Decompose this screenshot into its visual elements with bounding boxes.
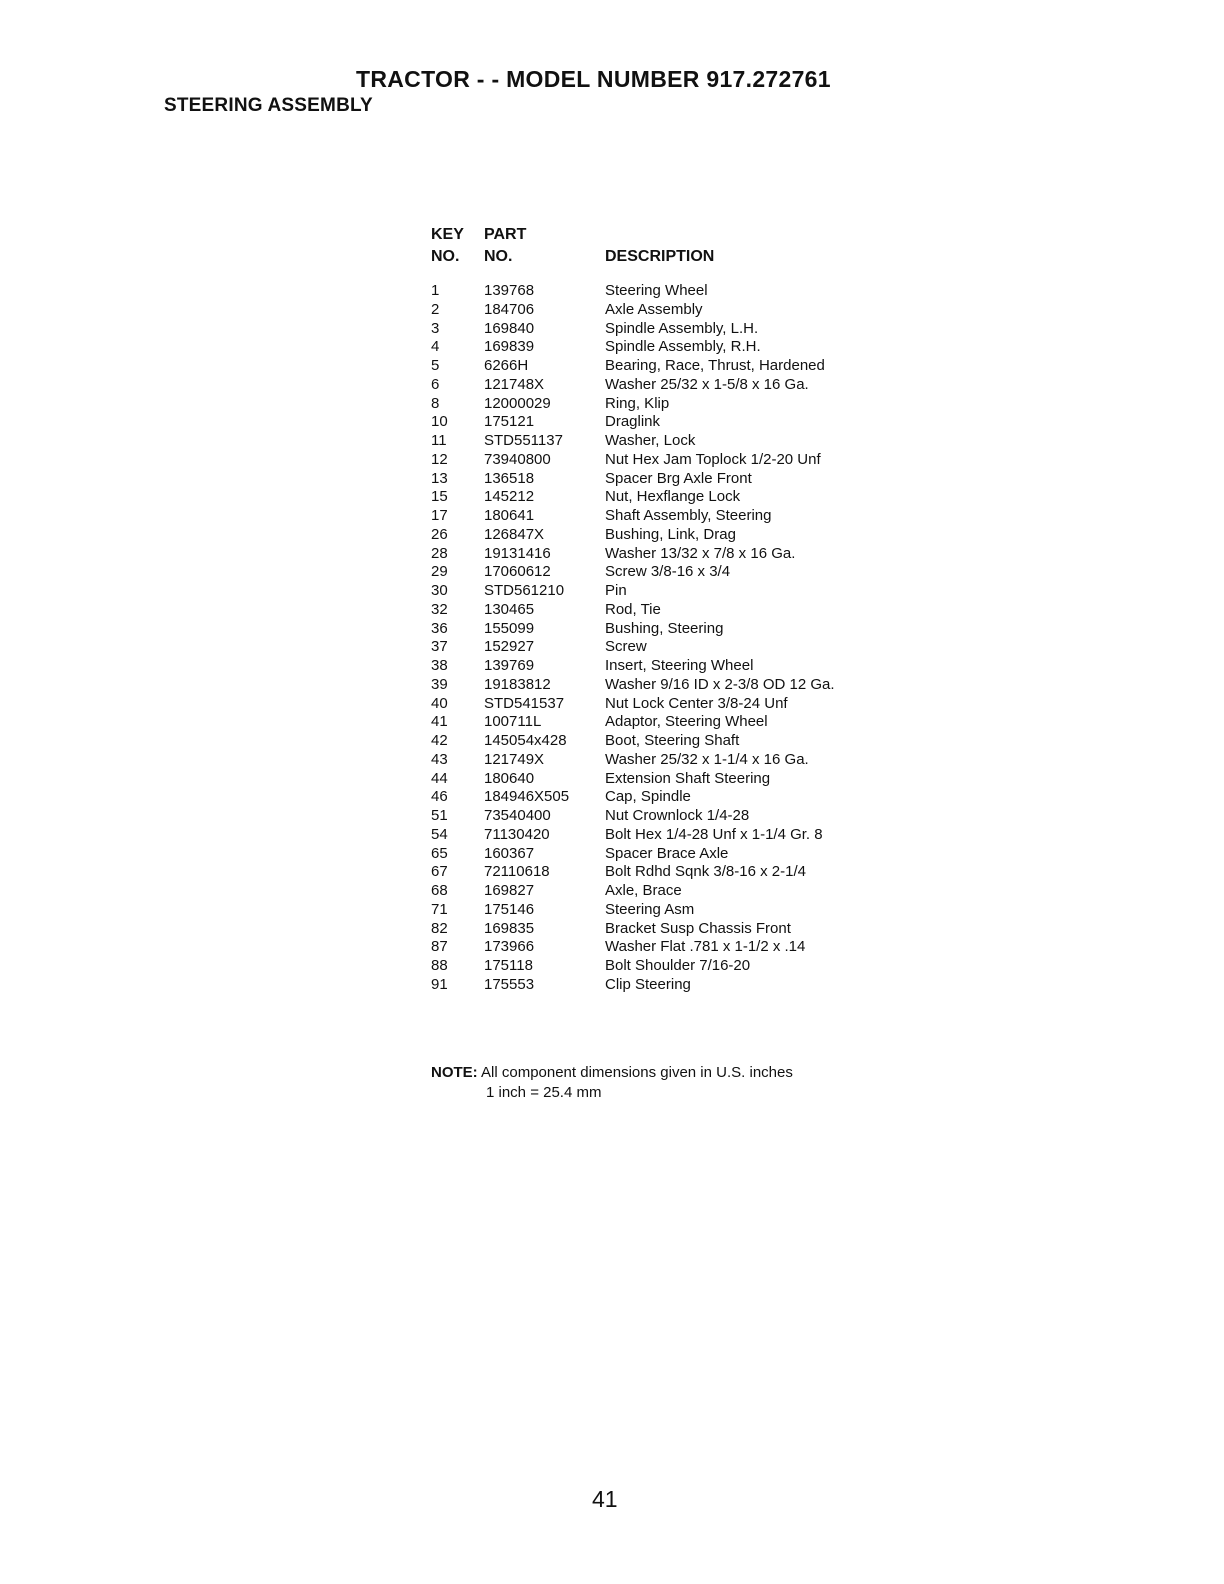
part-no-cell: 126847X bbox=[484, 525, 545, 543]
key-no-cell: 6 bbox=[431, 375, 440, 393]
key-no-cell: 10 bbox=[431, 413, 448, 431]
table-row bbox=[431, 957, 901, 976]
key-no-cell: 54 bbox=[431, 825, 448, 843]
table-row bbox=[431, 320, 901, 339]
table-row bbox=[431, 845, 901, 864]
table-row bbox=[431, 676, 901, 695]
key-no-cell: 11 bbox=[431, 432, 447, 449]
part-no-cell: 19131416 bbox=[484, 544, 551, 562]
description-cell: Bushing, Steering bbox=[605, 619, 724, 637]
description-cell: Spacer Brace Axle bbox=[605, 844, 729, 862]
part-no-cell: 121748X bbox=[484, 375, 545, 393]
table-row bbox=[431, 488, 901, 507]
part-no-cell: 175146 bbox=[484, 900, 535, 918]
part-no-cell: 175118 bbox=[484, 957, 533, 974]
description-cell: Washer 25/32 x 1-1/4 x 16 Ga. bbox=[605, 750, 809, 768]
table-row bbox=[431, 545, 901, 564]
key-no-cell: 37 bbox=[431, 638, 448, 656]
part-no-cell: 152927 bbox=[484, 638, 535, 656]
table-row bbox=[431, 282, 901, 301]
description-cell: Washer Flat .781 x 1-1/2 x .14 bbox=[605, 938, 806, 956]
section-title: STEERING ASSEMBLY bbox=[164, 95, 373, 116]
part-no-cell: 136518 bbox=[484, 469, 535, 487]
key-no-cell: 65 bbox=[431, 844, 448, 862]
key-no-cell: 2 bbox=[431, 300, 440, 318]
table-row bbox=[431, 938, 901, 957]
key-no-cell: 41 bbox=[431, 713, 448, 731]
description-cell: Axle, Brace bbox=[605, 882, 682, 899]
key-no-cell: 13 bbox=[431, 469, 448, 487]
description-cell: Nut Crownlock 1/4-28 bbox=[605, 807, 750, 824]
part-no-cell: 155099 bbox=[484, 619, 535, 637]
part-no-cell: STD561210 bbox=[484, 582, 565, 599]
description-cell: Draglink bbox=[605, 413, 661, 431]
table-row bbox=[431, 432, 901, 451]
key-no-cell: 17 bbox=[431, 507, 448, 524]
description-cell: Nut Hex Jam Toplock 1/2-20 Unf bbox=[605, 450, 821, 468]
table-row bbox=[431, 338, 901, 357]
part-no-cell: 139768 bbox=[484, 282, 535, 299]
key-no-cell: 46 bbox=[431, 788, 448, 806]
key-no-cell: 82 bbox=[431, 919, 448, 937]
part-no-cell: 19183812 bbox=[484, 675, 551, 693]
key-no-cell: 68 bbox=[431, 882, 448, 899]
description-cell: Ring, Klip bbox=[605, 394, 670, 412]
part-no-cell: 72110618 bbox=[484, 863, 550, 881]
part-no-cell: 12000029 bbox=[484, 394, 551, 412]
part-no-cell: 71130420 bbox=[484, 825, 550, 843]
key-no-cell: 32 bbox=[431, 600, 448, 618]
key-no-cell: 71 bbox=[431, 900, 448, 918]
table-row bbox=[431, 507, 901, 526]
key-no-cell: 8 bbox=[431, 394, 440, 412]
key-no-cell: 39 bbox=[431, 675, 448, 693]
key-no-cell: 3 bbox=[431, 319, 440, 337]
table-row bbox=[431, 376, 901, 395]
part-no-cell: 100711L bbox=[484, 713, 542, 731]
key-no-cell: 12 bbox=[431, 450, 448, 468]
key-no-cell: 51 bbox=[431, 807, 448, 824]
table-row bbox=[431, 657, 901, 676]
description-cell: Axle Assembly bbox=[605, 300, 703, 318]
part-no-header-line1: PART bbox=[484, 226, 527, 243]
key-no-header-line1: KEY bbox=[431, 226, 464, 243]
note bbox=[431, 1063, 793, 1103]
description-cell: Spindle Assembly, L.H. bbox=[605, 319, 759, 337]
part-no-cell: 184946X505 bbox=[484, 788, 570, 806]
key-no-cell: 5 bbox=[431, 357, 440, 374]
table-row bbox=[431, 638, 901, 657]
description-cell: Shaft Assembly, Steering bbox=[605, 507, 772, 524]
part-no-cell: 169835 bbox=[484, 919, 535, 937]
key-no-cell: 26 bbox=[431, 525, 448, 543]
key-no-cell: 87 bbox=[431, 938, 448, 956]
part-no-cell: 139769 bbox=[484, 657, 535, 674]
key-no-header-line2: NO. bbox=[431, 248, 460, 265]
description-cell: Screw bbox=[605, 638, 647, 656]
table-row bbox=[431, 807, 901, 826]
table-row bbox=[431, 563, 901, 582]
key-no-cell: 43 bbox=[431, 750, 448, 768]
part-no-cell: 175553 bbox=[484, 975, 535, 993]
description-cell: Washer, Lock bbox=[605, 432, 696, 449]
description-cell: Pin bbox=[605, 582, 627, 599]
part-no-cell: 6266H bbox=[484, 357, 529, 374]
part-no-cell: 169839 bbox=[484, 338, 535, 356]
part-no-cell: 169840 bbox=[484, 319, 535, 337]
table-row bbox=[431, 620, 901, 639]
table-row bbox=[431, 582, 901, 601]
key-no-cell: 42 bbox=[431, 732, 448, 749]
description-cell: Bolt Rdhd Sqnk 3/8-16 x 2-1/4 bbox=[605, 863, 806, 881]
part-no-cell: 145054x428 bbox=[484, 732, 567, 749]
part-no-cell: 180640 bbox=[484, 769, 535, 787]
part-no-cell: 73540400 bbox=[484, 807, 551, 824]
part-no-cell: 184706 bbox=[484, 300, 535, 318]
key-no-cell: 67 bbox=[431, 863, 448, 881]
part-no-header-line2: NO. bbox=[484, 248, 513, 265]
note-label: NOTE: bbox=[431, 1064, 478, 1081]
page-title: TRACTOR - - MODEL NUMBER 917.272761 bbox=[356, 66, 831, 92]
part-no-cell: STD541537 bbox=[484, 694, 565, 712]
table-row bbox=[431, 713, 901, 732]
description-cell: Rod, Tie bbox=[605, 600, 661, 618]
key-no-cell: 15 bbox=[431, 488, 448, 506]
table-row bbox=[431, 901, 901, 920]
parts-list bbox=[431, 226, 901, 993]
part-no-cell: 169827 bbox=[484, 882, 535, 899]
key-no-cell: 30 bbox=[431, 582, 448, 599]
page-number: 41 bbox=[592, 1486, 618, 1512]
table-row bbox=[431, 395, 901, 414]
description-cell: Screw 3/8-16 x 3/4 bbox=[605, 563, 731, 581]
part-no-cell: 17060612 bbox=[484, 563, 551, 581]
key-no-cell: 28 bbox=[431, 544, 448, 562]
description-header: DESCRIPTION bbox=[605, 248, 715, 265]
description-cell: Washer 13/32 x 7/8 x 16 Ga. bbox=[605, 544, 796, 562]
table-row bbox=[431, 526, 901, 545]
description-cell: Bolt Hex 1/4-28 Unf x 1-1/4 Gr. 8 bbox=[605, 825, 823, 843]
key-no-cell: 29 bbox=[431, 563, 448, 581]
description-cell: Nut, Hexflange Lock bbox=[605, 488, 741, 506]
parts-list-header bbox=[431, 226, 901, 276]
part-no-cell: 160367 bbox=[484, 844, 535, 862]
key-no-cell: 91 bbox=[431, 975, 448, 993]
table-row bbox=[431, 695, 901, 714]
description-cell: Spindle Assembly, R.H. bbox=[605, 338, 761, 356]
key-no-cell: 40 bbox=[431, 694, 448, 712]
table-row bbox=[431, 451, 901, 470]
table-row bbox=[431, 413, 901, 432]
description-cell: Washer 25/32 x 1-5/8 x 16 Ga. bbox=[605, 375, 809, 393]
description-cell: Cap, Spindle bbox=[605, 788, 691, 806]
note-text-line2: 1 inch = 25.4 mm bbox=[486, 1084, 602, 1101]
description-cell: Washer 9/16 ID x 2-3/8 OD 12 Ga. bbox=[605, 675, 835, 693]
table-row bbox=[431, 920, 901, 939]
table-row bbox=[431, 770, 901, 789]
table-row bbox=[431, 470, 901, 489]
description-cell: Steering Asm bbox=[605, 900, 695, 918]
part-no-cell: 175121 bbox=[484, 413, 535, 431]
description-cell: Nut Lock Center 3/8-24 Unf bbox=[605, 694, 788, 712]
table-row bbox=[431, 788, 901, 807]
description-cell: Bearing, Race, Thrust, Hardened bbox=[605, 357, 825, 374]
table-row bbox=[431, 863, 901, 882]
parts-list-rows bbox=[431, 282, 901, 995]
key-no-cell: 36 bbox=[431, 619, 448, 637]
description-cell: Bracket Susp Chassis Front bbox=[605, 919, 791, 937]
note-text-line1: All component dimensions given in U.S. inches bbox=[481, 1064, 793, 1081]
key-no-cell: 1 bbox=[431, 282, 440, 299]
description-cell: Clip Steering bbox=[605, 975, 691, 993]
description-cell: Bolt Shoulder 7/16-20 bbox=[605, 957, 751, 974]
description-cell: Adaptor, Steering Wheel bbox=[605, 713, 768, 731]
part-no-cell: 180641 bbox=[484, 507, 535, 524]
key-no-cell: 38 bbox=[431, 657, 448, 674]
table-row bbox=[431, 826, 901, 845]
part-no-cell: 173966 bbox=[484, 938, 535, 956]
table-row bbox=[431, 882, 901, 901]
table-row bbox=[431, 751, 901, 770]
description-cell: Spacer Brg Axle Front bbox=[605, 469, 752, 487]
part-no-cell: 145212 bbox=[484, 488, 535, 506]
description-cell: Bushing, Link, Drag bbox=[605, 525, 736, 543]
table-row bbox=[431, 301, 901, 320]
description-cell: Steering Wheel bbox=[605, 282, 708, 299]
description-cell: Extension Shaft Steering bbox=[605, 769, 771, 787]
key-no-cell: 88 bbox=[431, 957, 448, 974]
part-no-cell: STD551137 bbox=[484, 432, 563, 449]
key-no-cell: 44 bbox=[431, 769, 448, 787]
part-no-cell: 73940800 bbox=[484, 450, 551, 468]
description-cell: Boot, Steering Shaft bbox=[605, 732, 740, 749]
description-cell: Insert, Steering Wheel bbox=[605, 657, 754, 674]
table-row bbox=[431, 732, 901, 751]
part-no-cell: 130465 bbox=[484, 600, 535, 618]
table-row bbox=[431, 357, 901, 376]
part-no-cell: 121749X bbox=[484, 750, 545, 768]
key-no-cell: 4 bbox=[431, 338, 440, 356]
table-row bbox=[431, 601, 901, 620]
table-row bbox=[431, 976, 901, 995]
